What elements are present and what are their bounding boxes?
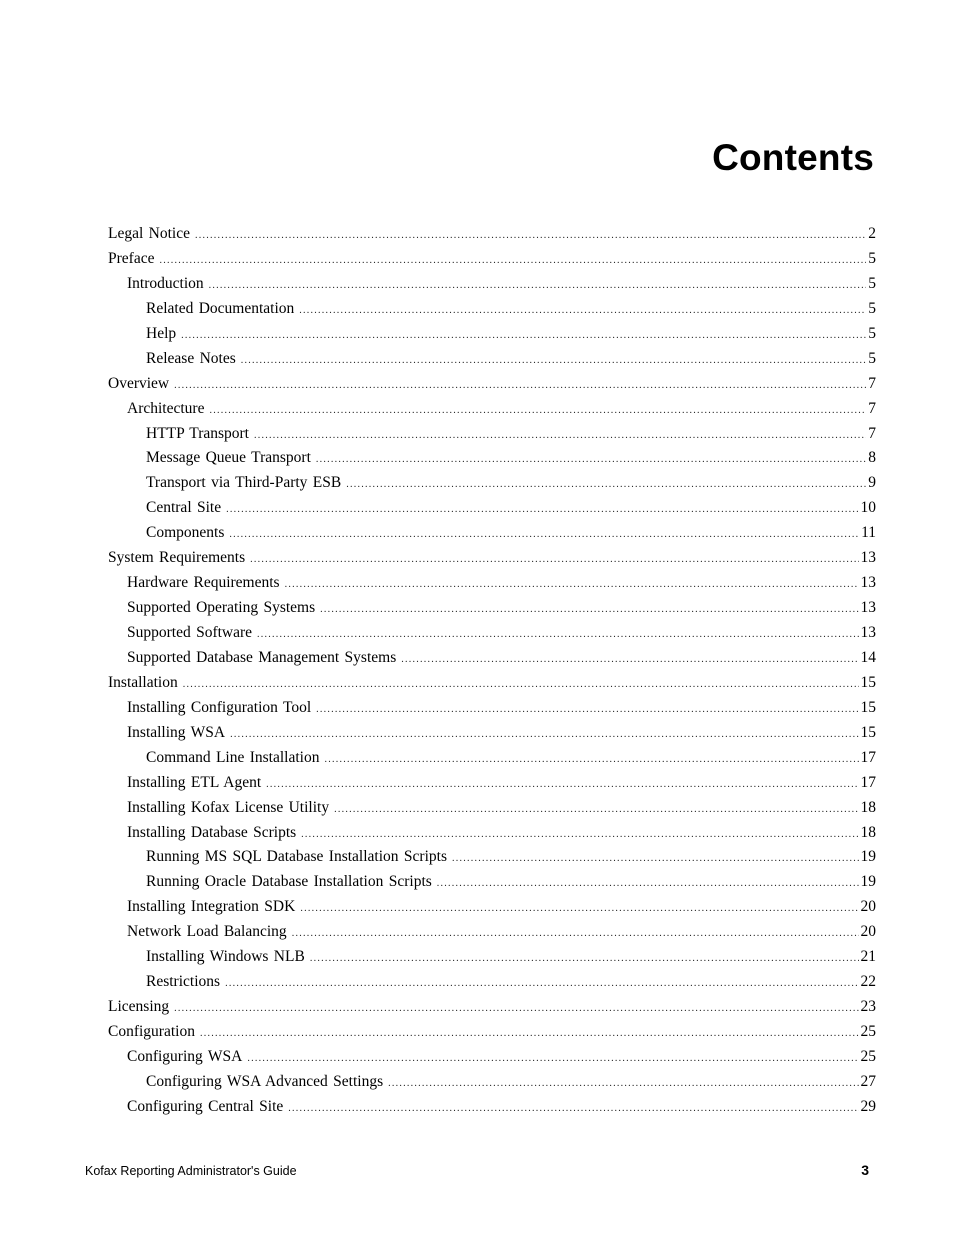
toc-dot-leader <box>310 954 859 964</box>
toc-entry[interactable] <box>108 945 876 970</box>
toc-entry[interactable] <box>108 571 876 596</box>
toc-entry-page-number: 25 <box>860 1047 876 1065</box>
toc-dot-leader <box>200 1029 859 1039</box>
toc-dot-leader <box>229 530 859 540</box>
toc-entry-label: Overview <box>108 374 170 392</box>
page-footer <box>85 1162 869 1178</box>
toc-entry-page-number: 18 <box>860 798 876 816</box>
toc-entry[interactable] <box>108 696 876 721</box>
toc-entry-page-number: 13 <box>860 599 876 617</box>
toc-entry-label: Installing Kofax License Utility <box>127 798 330 816</box>
toc-entry[interactable] <box>108 796 876 821</box>
toc-entry-page-number: 5 <box>868 299 876 317</box>
toc-entry-label: Central Site <box>146 499 222 517</box>
toc-entry-page-number: 9 <box>868 474 876 492</box>
toc-entry-page-number: 23 <box>860 998 876 1016</box>
toc-entry[interactable] <box>108 322 876 347</box>
toc-entry[interactable] <box>108 297 876 322</box>
toc-dot-leader <box>226 505 858 515</box>
toc-entry[interactable] <box>108 821 876 846</box>
toc-entry[interactable] <box>108 496 876 521</box>
toc-entry-page-number: 15 <box>860 673 876 691</box>
toc-entry-label: Running MS SQL Database Installation Scripts <box>146 848 447 866</box>
toc-entry-label: Restrictions <box>146 973 221 991</box>
toc-dot-leader <box>230 730 858 740</box>
toc-dot-leader <box>257 630 858 640</box>
toc-dot-leader <box>254 431 866 441</box>
toc-entry[interactable] <box>108 521 876 546</box>
toc-entry-label: Configuring WSA <box>127 1047 243 1065</box>
toc-dot-leader <box>301 830 858 840</box>
toc-entry-page-number: 2 <box>868 225 876 242</box>
toc-dot-leader <box>316 455 866 465</box>
toc-entry[interactable] <box>108 746 876 771</box>
toc-dot-leader <box>401 655 858 665</box>
toc-entry[interactable] <box>108 372 876 397</box>
toc-entry-label: Architecture <box>127 399 205 417</box>
toc-dot-leader <box>209 406 866 416</box>
toc-dot-leader <box>452 854 859 864</box>
toc-entry-label: Configuring Central Site <box>127 1097 284 1115</box>
toc-dot-leader <box>288 1104 858 1114</box>
toc-entry[interactable] <box>108 845 876 870</box>
toc-entry-label: System Requirements <box>108 549 246 567</box>
toc-entry[interactable] <box>108 870 876 895</box>
toc-entry-page-number: 10 <box>860 499 876 517</box>
toc-dot-leader <box>241 356 867 366</box>
toc-entry[interactable] <box>108 546 876 571</box>
toc-entry-label: Hardware Requirements <box>127 574 280 592</box>
toc-entry[interactable] <box>108 621 876 646</box>
toc-entry-label: Release Notes <box>146 349 236 367</box>
toc-dot-leader <box>183 680 859 690</box>
toc-entry-page-number: 20 <box>860 898 876 916</box>
toc-entry-page-number: 19 <box>860 873 876 891</box>
toc-entry[interactable] <box>108 272 876 297</box>
toc-entry-page-number: 13 <box>860 574 876 592</box>
toc-entry-label: Configuration <box>108 1023 195 1040</box>
toc-entry-page-number: 18 <box>860 823 876 841</box>
toc-entry[interactable] <box>108 446 876 471</box>
toc-entry-label: Supported Operating Systems <box>127 599 316 617</box>
toc-dot-leader <box>181 331 866 341</box>
toc-entry-page-number: 7 <box>868 424 876 442</box>
toc-entry-page-number: 21 <box>860 948 876 966</box>
toc-entry-page-number: 14 <box>860 648 876 666</box>
toc-entry[interactable] <box>108 771 876 796</box>
toc-entry-page-number: 7 <box>868 374 876 392</box>
toc-entry-label: Installing Integration SDK <box>127 898 296 916</box>
toc-entry-page-number: 5 <box>868 274 876 292</box>
toc-entry-page-number: 17 <box>860 773 876 791</box>
toc-entry[interactable] <box>108 646 876 671</box>
toc-dot-leader <box>247 1054 858 1064</box>
toc-dot-leader <box>225 979 858 989</box>
toc-dot-leader <box>266 780 858 790</box>
toc-entry-page-number: 17 <box>860 748 876 766</box>
toc-entry[interactable] <box>108 422 876 447</box>
toc-entry-page-number: 7 <box>868 399 876 417</box>
footer-document-title: Kofax Reporting Administrator's Guide <box>85 1164 297 1178</box>
toc-entry-page-number: 15 <box>860 723 876 741</box>
toc-entry[interactable] <box>108 397 876 422</box>
toc-entry-page-number: 5 <box>868 349 876 367</box>
toc-entry[interactable] <box>108 222 876 247</box>
toc-entry[interactable] <box>108 247 876 272</box>
toc-dot-leader <box>285 580 859 590</box>
toc-entry[interactable] <box>108 1020 876 1045</box>
toc-dot-leader <box>388 1079 858 1089</box>
toc-entry-page-number: 29 <box>860 1097 876 1115</box>
toc-entry-label: Transport via Third-Party ESB <box>146 474 342 492</box>
toc-entry-page-number: 15 <box>860 698 876 716</box>
toc-dot-leader <box>174 1004 858 1014</box>
toc-entry[interactable] <box>108 970 876 995</box>
toc-entry[interactable] <box>108 721 876 746</box>
toc-dot-leader <box>324 755 858 765</box>
toc-dot-leader <box>437 879 859 889</box>
toc-dot-leader <box>320 605 858 615</box>
toc-entry-page-number: 20 <box>860 923 876 941</box>
toc-entry[interactable] <box>108 895 876 920</box>
toc-dot-leader <box>346 480 866 490</box>
toc-entry-label: Installing Configuration Tool <box>127 698 312 716</box>
toc-entry-label: Message Queue Transport <box>146 449 311 467</box>
toc-entry-label: Related Documentation <box>146 299 295 317</box>
toc-entry-page-number: 5 <box>868 249 876 267</box>
toc-entry-page-number: 27 <box>860 1072 876 1090</box>
toc-dot-leader <box>300 904 858 914</box>
toc-entry[interactable] <box>108 995 876 1020</box>
toc-entry-label: Licensing <box>108 998 170 1016</box>
toc-entry[interactable] <box>108 471 876 496</box>
toc-entry-label: Installing Windows NLB <box>146 948 305 966</box>
toc-dot-leader <box>334 805 858 815</box>
toc-dot-leader <box>250 555 858 565</box>
toc-dot-leader <box>209 281 867 291</box>
toc-entry-page-number: 13 <box>860 624 876 641</box>
toc-entry-label: Supported Software <box>127 624 253 641</box>
toc-entry[interactable] <box>108 347 876 372</box>
toc-dot-leader <box>292 929 859 939</box>
toc-entry-label: Configuring WSA Advanced Settings <box>146 1072 384 1090</box>
toc-entry[interactable] <box>108 1095 876 1120</box>
page-title: Contents <box>712 137 874 178</box>
toc-entry[interactable] <box>108 1070 876 1095</box>
toc-dot-leader <box>316 705 858 715</box>
toc-dot-leader <box>174 381 866 391</box>
toc-entry-label: Network Load Balancing <box>127 923 287 941</box>
toc-entry-label: HTTP Transport <box>146 424 249 442</box>
toc-entry-page-number: 19 <box>860 848 876 866</box>
toc-entry-label: Supported Database Management Systems <box>127 648 397 666</box>
toc-entry-page-number: 22 <box>860 973 876 991</box>
toc-entry-page-number: 25 <box>860 1023 876 1040</box>
toc-entry-label: Components <box>146 524 225 542</box>
footer-page-number: 3 <box>861 1162 869 1178</box>
toc-dot-leader <box>299 306 866 316</box>
toc-entry-label: Installing Database Scripts <box>127 823 297 841</box>
toc-entry-label: Command Line Installation <box>146 748 320 766</box>
toc-entry-label: Help <box>146 324 177 342</box>
toc-entry[interactable] <box>108 671 876 696</box>
toc-entry-page-number: 5 <box>868 324 876 342</box>
toc-entry-label: Installation <box>108 673 178 691</box>
toc-entry-page-number: 11 <box>861 524 876 542</box>
toc-entry-label: Preface <box>108 249 155 267</box>
toc-entry[interactable] <box>108 1045 876 1070</box>
toc-entry-label: Running Oracle Database Installation Scripts <box>146 873 432 891</box>
toc-dot-leader <box>195 231 866 241</box>
toc-entry-label: Introduction <box>127 274 204 292</box>
toc-entry[interactable] <box>108 920 876 945</box>
toc-entry-label: Legal Notice <box>108 225 190 242</box>
toc-entry[interactable] <box>108 596 876 621</box>
toc-entry-page-number: 8 <box>868 449 876 467</box>
toc-dot-leader <box>159 256 866 266</box>
table-of-contents <box>108 222 876 1120</box>
toc-entry-label: Installing ETL Agent <box>127 773 262 791</box>
toc-entry-page-number: 13 <box>860 549 876 567</box>
toc-entry-label: Installing WSA <box>127 723 226 741</box>
